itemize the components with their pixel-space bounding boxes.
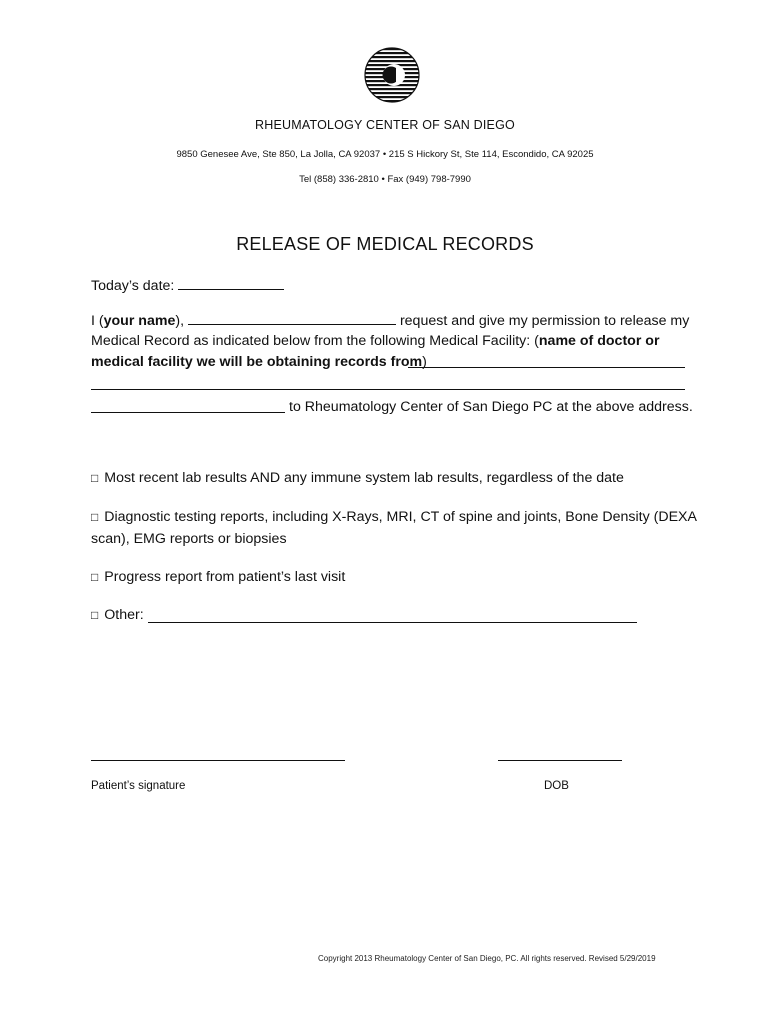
contact-separator: • <box>381 174 385 185</box>
contact-line <box>0 174 770 185</box>
option-lab-results-label: Most recent lab results AND any immune system lab results, regardless of the date <box>104 470 624 486</box>
permission-line-3 <box>91 352 427 373</box>
option-progress-report[interactable] <box>91 567 345 588</box>
address-separator: • <box>382 149 387 160</box>
option-diagnostic-label-2: scan), EMG reports or biopsies <box>91 531 287 547</box>
permission-facility-text: Medical Record as indicated below from the following Medical Facility: ( <box>91 333 539 349</box>
date-label: Today’s date: <box>91 278 175 294</box>
checkbox-icon[interactable]: □ <box>91 570 99 584</box>
option-other-label: Other: <box>104 607 144 623</box>
facility-field-3[interactable] <box>91 412 285 413</box>
checkbox-icon[interactable]: □ <box>91 510 99 524</box>
permission-prefix: I ( <box>91 313 104 329</box>
destination-text: to Rheumatology Center of San Diego PC at the above address. <box>289 399 693 415</box>
permission-after-name: ), <box>175 313 185 329</box>
date-row <box>91 275 284 297</box>
copyright-notice: Copyright 2013 Rheumatology Center of San Diego, PC. All rights reserved. Revised 5/29/2019 <box>318 954 656 963</box>
address-la-jolla: 9850 Genesee Ave, Ste 850, La Jolla, CA 92037 <box>176 149 381 160</box>
dob-label: DOB <box>544 780 569 792</box>
option-other[interactable] <box>91 605 144 626</box>
checkbox-icon[interactable]: □ <box>91 471 99 485</box>
document-title: RELEASE OF MEDICAL RECORDS <box>236 234 534 254</box>
facility-field-1[interactable] <box>408 367 685 368</box>
option-diagnostic-label-1: Diagnostic testing reports, including X-Rays, MRI, CT of spine and joints, Bone Density (DEXA <box>104 509 697 525</box>
close-paren: ) <box>422 354 427 370</box>
address-escondido: 215 S Hickory St, Ste 114, Escondido, CA 92025 <box>388 149 594 160</box>
organization-name: RHEUMATOLOGY CENTER OF SAN DIEGO <box>255 118 515 132</box>
doctor-label-part-2: medical facility we will be obtaining records from <box>91 354 423 370</box>
permission-request-text: request and give my permission to release my <box>399 313 690 329</box>
other-field[interactable] <box>148 622 637 623</box>
option-progress-label: Progress report from patient’s last visit <box>104 569 346 585</box>
your-name-field[interactable] <box>188 310 396 325</box>
permission-line-1 <box>91 310 689 332</box>
doctor-label-part-1: name of doctor or <box>538 333 660 349</box>
telephone: Tel (858) 336-2810 <box>299 174 379 185</box>
checkbox-icon[interactable]: □ <box>91 608 99 622</box>
address-line <box>0 149 770 160</box>
facility-field-2[interactable] <box>91 389 685 390</box>
option-diagnostic-reports[interactable] <box>91 507 697 528</box>
dob-field[interactable] <box>498 760 622 761</box>
patient-signature-field[interactable] <box>91 760 345 761</box>
patient-signature-label: Patient’s signature <box>91 780 186 792</box>
option-lab-results[interactable] <box>91 468 624 489</box>
circular-striped-logo-icon <box>362 47 422 103</box>
permission-line-2 <box>91 331 660 352</box>
your-name-label: your name <box>103 313 176 329</box>
fax: Fax (949) 798-7990 <box>387 174 471 185</box>
date-field[interactable] <box>178 275 284 290</box>
